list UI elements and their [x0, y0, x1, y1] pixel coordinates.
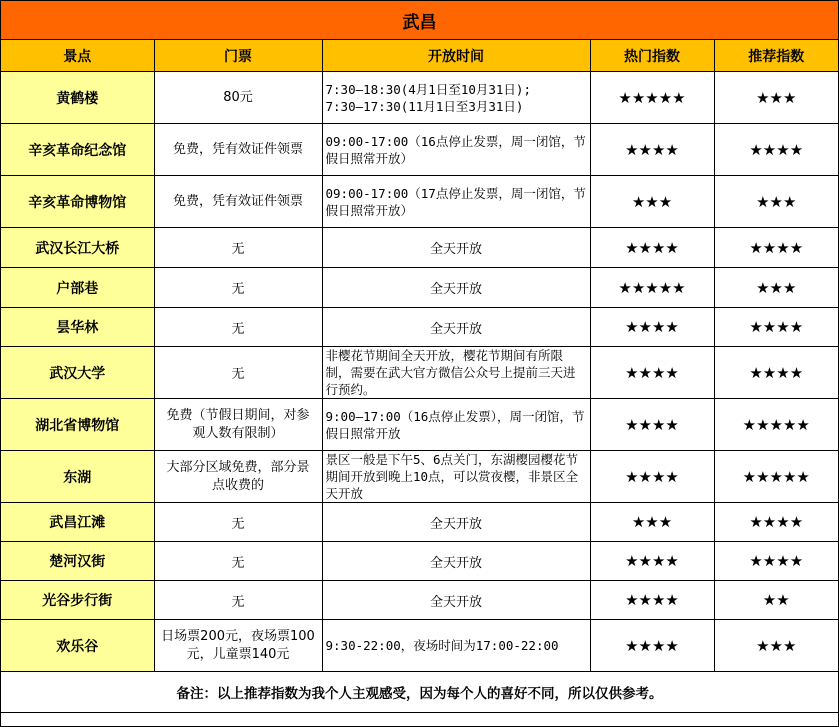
popularity-stars: ★★★★: [590, 124, 714, 176]
ticket-cell: 无: [154, 228, 322, 268]
ticket-cell: 大部分区域免费，部分景点收费的: [154, 451, 322, 503]
ticket-cell: 日场票200元，夜场票100元，儿童票140元: [154, 620, 322, 672]
hours-cell: 9:30-22:00，夜场时间为17:00-22:00: [322, 620, 590, 672]
spot-name: 东湖: [1, 451, 154, 503]
recommend-stars: ★★★★: [714, 542, 838, 581]
table-row: [1, 124, 838, 176]
popularity-stars: ★★★★: [590, 451, 714, 503]
spot-name: 楚河汉街: [1, 542, 154, 581]
recommend-stars: ★★: [714, 581, 838, 620]
footnote: 备注：以上推荐指数为我个人主观感受，因为每个人的喜好不同，所以仅供参考。: [1, 672, 838, 713]
hours-cell: 全天开放: [322, 308, 590, 347]
hours-cell: 09:00-17:00（17点停止发票，周一闭馆，节假日照常开放）: [322, 176, 590, 228]
hours-cell: 09:00-17:00（16点停止发票，周一闭馆，节假日照常开放）: [322, 124, 590, 176]
popularity-stars: ★★★★: [590, 347, 714, 399]
table-row: [1, 620, 838, 672]
spot-name: 光谷步行街: [1, 581, 154, 620]
ticket-cell: 免费，凭有效证件领票: [154, 176, 322, 228]
recommend-stars: ★★★: [714, 176, 838, 228]
spot-name: 武汉长江大桥: [1, 228, 154, 268]
attractions-table: [1, 1, 838, 713]
header-recommend: 推荐指数: [714, 40, 838, 72]
ticket-cell: 无: [154, 268, 322, 308]
spot-name: 湖北省博物馆: [1, 399, 154, 451]
hours-cell: 景区一般是下午5、6点关门，东湖樱园樱花节期间开放到晚上10点，可以赏夜樱，非景区全天开放: [322, 451, 590, 503]
ticket-cell: 免费，凭有效证件领票: [154, 124, 322, 176]
recommend-stars: ★★★★: [714, 124, 838, 176]
popularity-stars: ★★★★: [590, 620, 714, 672]
ticket-cell: 无: [154, 503, 322, 542]
recommend-stars: ★★★★: [714, 228, 838, 268]
popularity-stars: ★★★★: [590, 542, 714, 581]
spot-name: 黄鹤楼: [1, 72, 154, 124]
table-row: [1, 581, 838, 620]
table-row: [1, 542, 838, 581]
recommend-stars: ★★★: [714, 620, 838, 672]
header-spot: 景点: [1, 40, 154, 72]
ticket-cell: 无: [154, 581, 322, 620]
ticket-cell: 无: [154, 308, 322, 347]
popularity-stars: ★★★★★: [590, 72, 714, 124]
spot-name: 昙华林: [1, 308, 154, 347]
table-row: [1, 347, 838, 399]
recommend-stars: ★★★★★: [714, 399, 838, 451]
table-row: [1, 399, 838, 451]
sheet-title: 武昌: [1, 1, 838, 40]
header-row: [1, 40, 838, 72]
ticket-cell: 无: [154, 542, 322, 581]
recommend-stars: ★★★: [714, 268, 838, 308]
ticket-cell: 无: [154, 347, 322, 399]
spot-name: 辛亥革命博物馆: [1, 176, 154, 228]
spot-name: 欢乐谷: [1, 620, 154, 672]
popularity-stars: ★★★★★: [590, 268, 714, 308]
spot-name: 武昌江滩: [1, 503, 154, 542]
table-row: [1, 72, 838, 124]
ticket-cell: 免费（节假日期间，对参观人数有限制）: [154, 399, 322, 451]
recommend-stars: ★★★★: [714, 308, 838, 347]
recommend-stars: ★★★★: [714, 503, 838, 542]
table-row: [1, 503, 838, 542]
hours-cell: 全天开放: [322, 542, 590, 581]
popularity-stars: ★★★: [590, 503, 714, 542]
table-row: [1, 176, 838, 228]
hours-cell: 7:30—18:30(4月1日至10月31日); 7:30—17:30(11月1日至3月31日): [322, 72, 590, 124]
table-row: [1, 451, 838, 503]
recommend-stars: ★★★: [714, 72, 838, 124]
spot-name: 武汉大学: [1, 347, 154, 399]
table-row: [1, 268, 838, 308]
header-hours: 开放时间: [322, 40, 590, 72]
header-popularity: 热门指数: [590, 40, 714, 72]
recommend-stars: ★★★★: [714, 347, 838, 399]
spot-name: 户部巷: [1, 268, 154, 308]
hours-cell: 全天开放: [322, 228, 590, 268]
recommend-stars: ★★★★★: [714, 451, 838, 503]
table-row: [1, 308, 838, 347]
spot-name: 辛亥革命纪念馆: [1, 124, 154, 176]
table-row: [1, 228, 838, 268]
hours-cell: 9:00—17:00（16点停止发票），周一闭馆，节假日照常开放: [322, 399, 590, 451]
popularity-stars: ★★★★: [590, 308, 714, 347]
hours-cell: 全天开放: [322, 268, 590, 308]
popularity-stars: ★★★★: [590, 399, 714, 451]
popularity-stars: ★★★★: [590, 581, 714, 620]
hours-cell: 非樱花节期间全天开放，樱花节期间有所限制，需要在武大官方微信公众号上提前三天进行预约。: [322, 347, 590, 399]
popularity-stars: ★★★: [590, 176, 714, 228]
hours-cell: 全天开放: [322, 503, 590, 542]
header-ticket: 门票: [154, 40, 322, 72]
popularity-stars: ★★★★: [590, 228, 714, 268]
ticket-cell: 80元: [154, 72, 322, 124]
hours-cell: 全天开放: [322, 581, 590, 620]
